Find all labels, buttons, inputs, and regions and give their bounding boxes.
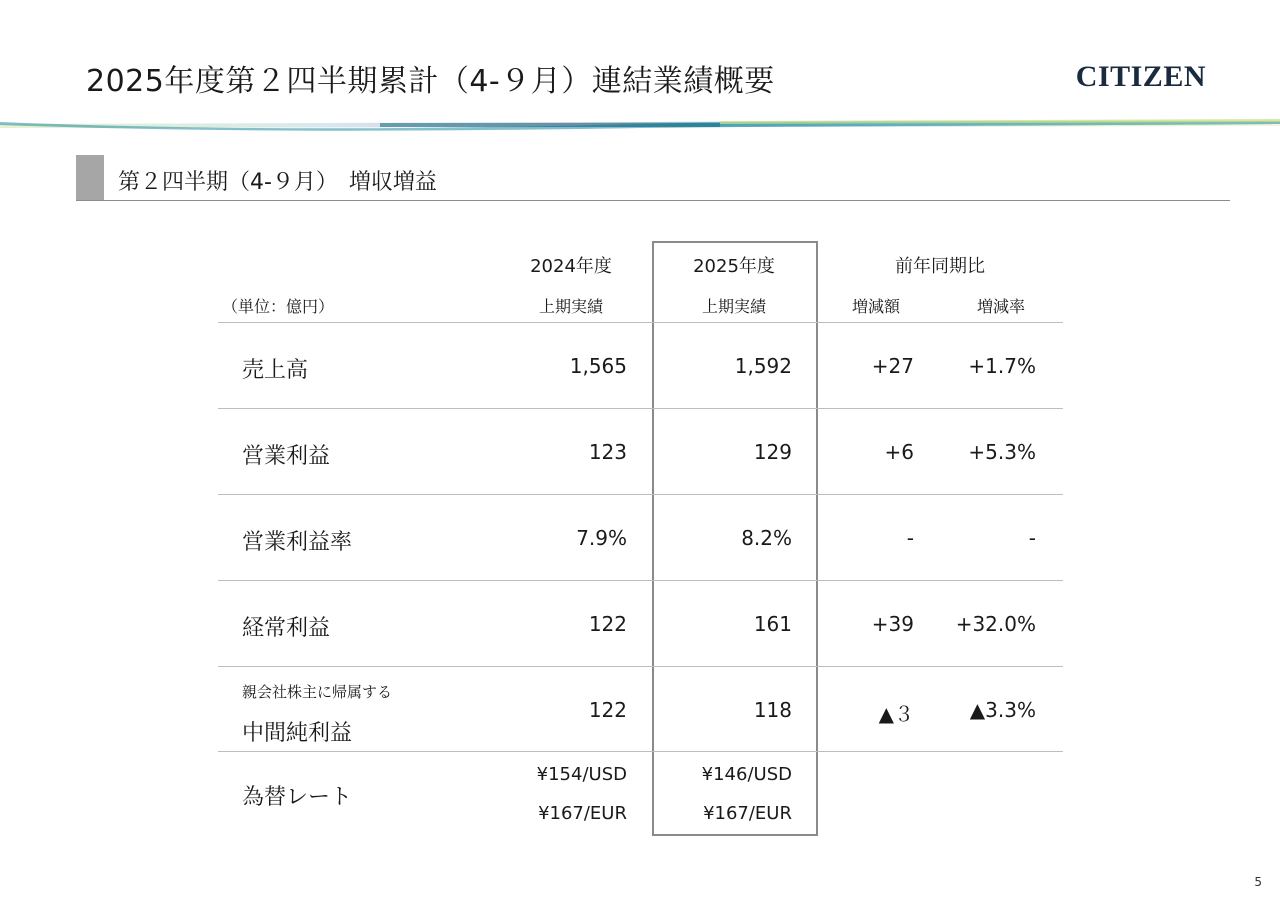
decorative-band xyxy=(0,118,1280,132)
row-divider xyxy=(218,666,1063,667)
row-label-net-income: 中間純利益 xyxy=(242,721,353,746)
page-title: 2025年度第２四半期累計（4-９月）連結業績概要 xyxy=(86,64,775,99)
section-heading: 第２四半期（4-９月） 増収増益 xyxy=(118,170,437,195)
col-header-yoy-rate: 増減率 xyxy=(976,297,1025,316)
cell-net-2024: 122 xyxy=(588,698,627,722)
cell-op-2024: 123 xyxy=(588,440,627,464)
col-header-2024-year: 2024年度 xyxy=(530,256,612,277)
cell-ordinary-diff: +39 xyxy=(871,612,914,636)
row-divider xyxy=(218,408,1063,409)
cell-ordinary-rate: +32.0% xyxy=(955,612,1036,636)
col-header-yoy-diff: 増減額 xyxy=(851,297,900,316)
col-header-2024-sub: 上期実績 xyxy=(538,297,603,316)
row-label-ordinary-profit: 経常利益 xyxy=(242,616,331,641)
cell-fx-2025-usd: ¥146/USD xyxy=(701,764,792,785)
cell-margin-2025: 8.2% xyxy=(741,526,792,550)
cell-sales-2024: 1,565 xyxy=(569,354,627,378)
col-header-2025-sub: 上期実績 xyxy=(701,297,766,316)
cell-sales-2025: 1,592 xyxy=(734,354,792,378)
row-divider xyxy=(218,751,1063,752)
citizen-logo: CITIZEN xyxy=(1075,60,1206,93)
cell-net-rate: ▲3.3% xyxy=(969,698,1036,722)
cell-margin-2024: 7.9% xyxy=(576,526,627,550)
cell-sales-diff: +27 xyxy=(871,354,914,378)
row-label-operating-margin: 営業利益率 xyxy=(242,530,353,555)
row-label-sales: 売上高 xyxy=(242,358,309,383)
cell-margin-diff: - xyxy=(906,526,914,550)
cell-net-diff: ▲３ xyxy=(878,702,914,726)
cell-net-2025: 118 xyxy=(753,698,792,722)
row-divider xyxy=(218,494,1063,495)
cell-ordinary-2025: 161 xyxy=(753,612,792,636)
cell-margin-rate: - xyxy=(1028,526,1036,550)
row-label-fx-rate: 為替レート xyxy=(242,785,353,810)
cell-op-2025: 129 xyxy=(753,440,792,464)
row-label-operating-profit: 営業利益 xyxy=(242,444,331,469)
cell-op-diff: +6 xyxy=(884,440,914,464)
cell-fx-2024-usd: ¥154/USD xyxy=(536,764,627,785)
col-header-2025-year: 2025年度 xyxy=(693,256,775,277)
cell-ordinary-2024: 122 xyxy=(588,612,627,636)
section-marker xyxy=(76,155,104,201)
row-divider xyxy=(218,580,1063,581)
cell-op-rate: +5.3% xyxy=(968,440,1036,464)
section-underline xyxy=(76,200,1230,201)
cell-sales-rate: +1.7% xyxy=(968,354,1036,378)
page-number: 5 xyxy=(1254,875,1262,889)
unit-label: （単位：億円） xyxy=(222,297,335,316)
col-header-yoy: 前年同期比 xyxy=(895,256,985,277)
row-label-net-income-prefix: 親会社株主に帰属する xyxy=(242,683,393,701)
cell-fx-2025-eur: ¥167/EUR xyxy=(703,803,792,824)
cell-fx-2024-eur: ¥167/EUR xyxy=(538,803,627,824)
row-divider xyxy=(218,322,1063,323)
